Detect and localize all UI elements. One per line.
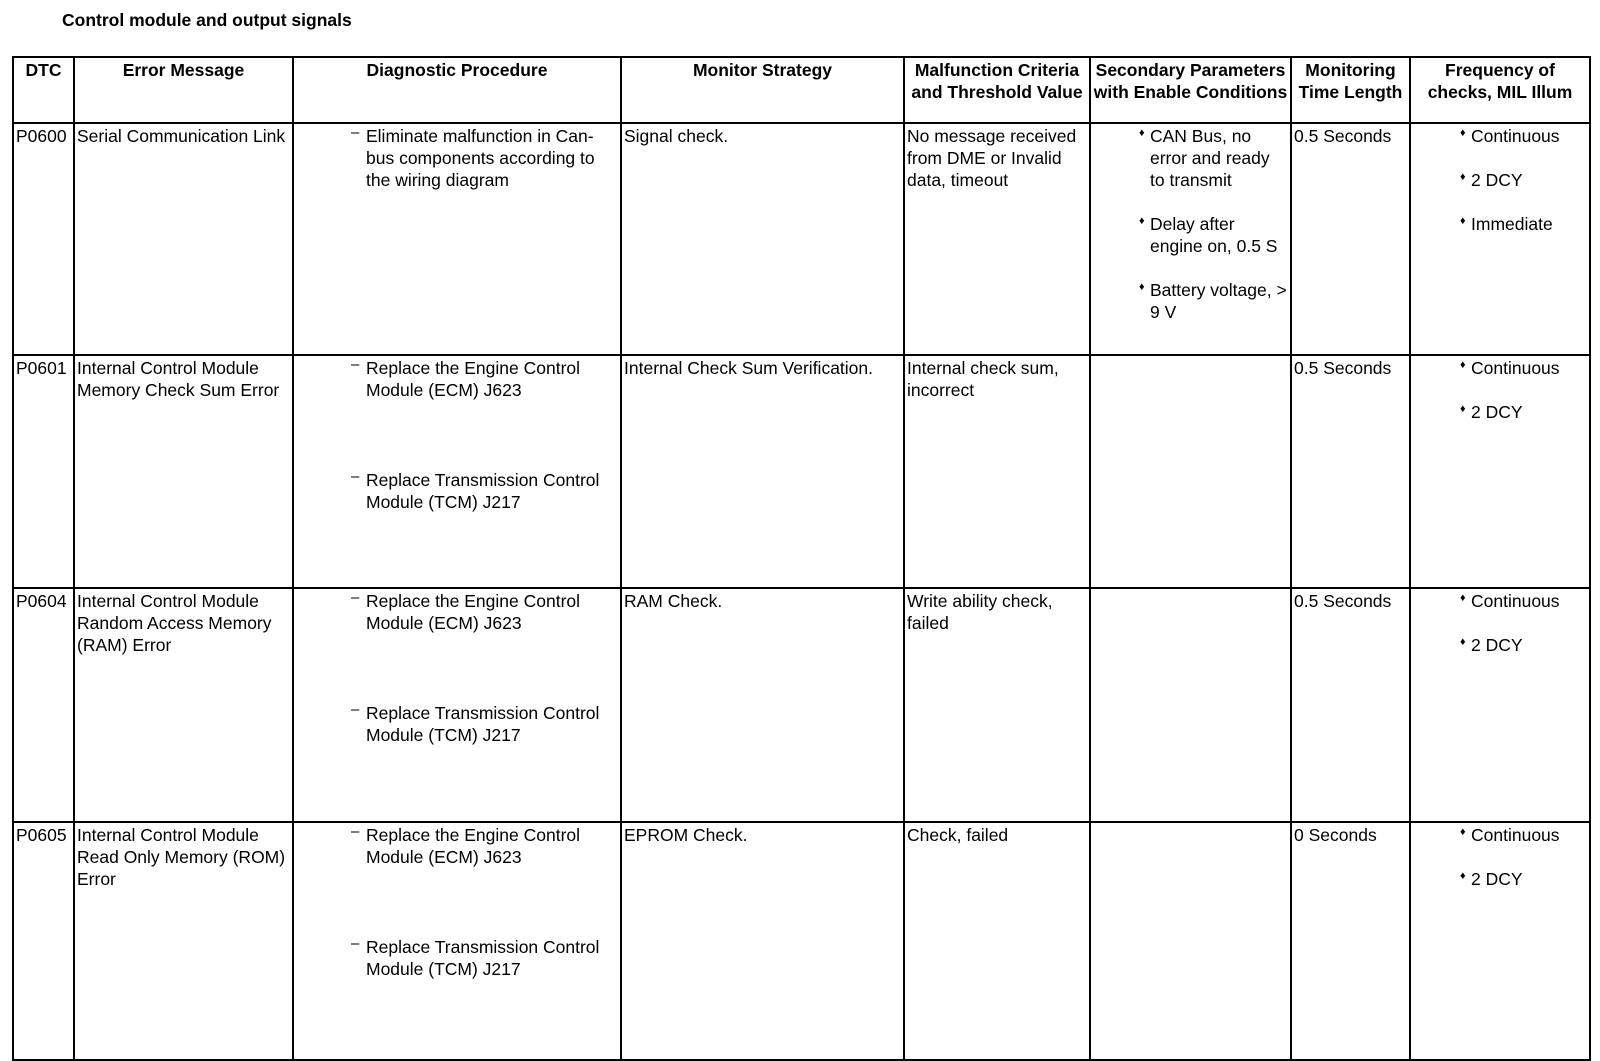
error-message: Internal Control Module Memory Check Sum Error <box>74 355 293 588</box>
frequency <box>1410 822 1590 1060</box>
diagnostic-procedure <box>293 355 621 588</box>
monitor-strategy: RAM Check. <box>621 588 904 821</box>
secondary-parameters <box>1090 355 1291 588</box>
malfunction-criteria: Check, failed <box>904 822 1090 1060</box>
secondary-parameters <box>1090 588 1291 821</box>
procedure-step: – Replace the Engine Control Module (ECM) J623 <box>296 590 618 634</box>
malfunction-criteria: No message received from DME or Invalid data, timeout <box>904 123 1090 355</box>
header-monitoring-time: Monitoring Time Length <box>1291 57 1410 123</box>
procedure-step: – Replace the Engine Control Module (ECM) J623 <box>296 357 618 401</box>
secondary-parameter: ♦ Battery voltage, > 9 V <box>1093 279 1288 323</box>
monitoring-time: 0.5 Seconds <box>1291 355 1410 588</box>
frequency-item: ♦ 2 DCY <box>1413 634 1587 656</box>
header-monitor-strategy: Monitor Strategy <box>621 57 904 123</box>
malfunction-criteria: Write ability check, failed <box>904 588 1090 821</box>
malfunction-criteria: Internal check sum, incorrect <box>904 355 1090 588</box>
header-frequency: Frequency of checks, MIL Illum <box>1410 57 1590 123</box>
frequency-item: ♦ 2 DCY <box>1413 401 1587 423</box>
table-row <box>13 355 1590 588</box>
table-row <box>13 588 1590 821</box>
diagnostic-procedure <box>293 123 621 355</box>
header-malfunction-criteria: Malfunction Criteria and Threshold Value <box>904 57 1090 123</box>
monitor-strategy: Signal check. <box>621 123 904 355</box>
diagnostic-procedure <box>293 588 621 821</box>
secondary-parameters <box>1090 822 1291 1060</box>
monitoring-time: 0.5 Seconds <box>1291 588 1410 821</box>
monitor-strategy: Internal Check Sum Verification. <box>621 355 904 588</box>
secondary-parameters <box>1090 123 1291 355</box>
table-row <box>13 822 1590 1060</box>
procedure-step: – Eliminate malfunction in Can-bus components according to the wiring diagram <box>296 125 618 191</box>
dtc-table <box>12 56 1591 1061</box>
procedure-step: – Replace Transmission Control Module (TCM) J217 <box>296 469 618 513</box>
frequency-item: ♦ Continuous <box>1413 125 1587 147</box>
dtc-code: P0601 <box>13 355 74 588</box>
monitoring-time: 0.5 Seconds <box>1291 123 1410 355</box>
secondary-parameter: ♦ Delay after engine on, 0.5 S <box>1093 213 1288 257</box>
dtc-code: P0605 <box>13 822 74 1060</box>
frequency-item: ♦ Continuous <box>1413 357 1587 379</box>
diagnostic-procedure <box>293 822 621 1060</box>
frequency-item: ♦ Continuous <box>1413 824 1587 846</box>
procedure-step: – Replace Transmission Control Module (TCM) J217 <box>296 936 618 980</box>
frequency-item: ♦ 2 DCY <box>1413 868 1587 890</box>
error-message: Internal Control Module Random Access Memory (RAM) Error <box>74 588 293 821</box>
dtc-code: P0604 <box>13 588 74 821</box>
dtc-code: P0600 <box>13 123 74 355</box>
frequency <box>1410 588 1590 821</box>
frequency-item: ♦ 2 DCY <box>1413 169 1587 191</box>
frequency <box>1410 355 1590 588</box>
procedure-step: – Replace Transmission Control Module (TCM) J217 <box>296 702 618 746</box>
monitor-strategy: EPROM Check. <box>621 822 904 1060</box>
header-dtc: DTC <box>13 57 74 123</box>
error-message: Internal Control Module Read Only Memory (ROM) Error <box>74 822 293 1060</box>
error-message: Serial Communication Link <box>74 123 293 355</box>
frequency-item: ♦ Immediate <box>1413 213 1587 235</box>
secondary-parameter: ♦ CAN Bus, no error and ready to transmit <box>1093 125 1288 191</box>
document-title: Control module and output signals <box>62 10 352 30</box>
frequency <box>1410 123 1590 355</box>
header-error-message: Error Message <box>74 57 293 123</box>
monitoring-time: 0 Seconds <box>1291 822 1410 1060</box>
table-row <box>13 123 1590 355</box>
procedure-step: – Replace the Engine Control Module (ECM) J623 <box>296 824 618 868</box>
header-diagnostic-procedure: Diagnostic Procedure <box>293 57 621 123</box>
header-secondary-parameters: Secondary Parameters with Enable Conditions <box>1090 57 1291 123</box>
frequency-item: ♦ Continuous <box>1413 590 1587 612</box>
header-row <box>13 57 1590 123</box>
